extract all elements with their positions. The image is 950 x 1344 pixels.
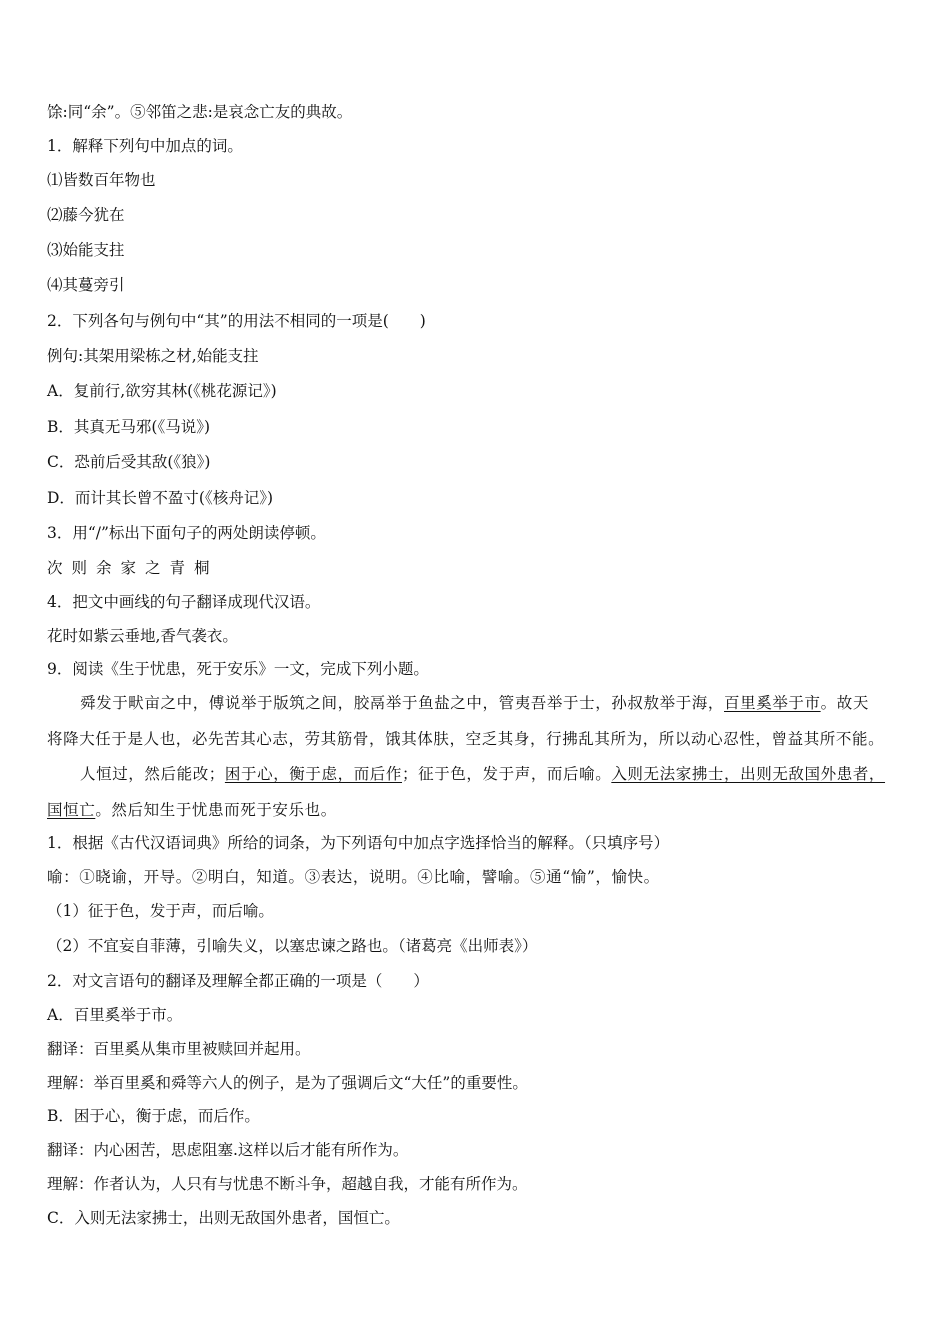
sub-option-b-understanding: 理解：作者认为，人只有与忧患不断斗争，超越自我，才能有所作为。 bbox=[47, 1175, 528, 1193]
sub-question-1-heading: 1．根据《古代汉语词典》所给的词条，为下列语句中加点字选择恰当的解释。（只填序号） bbox=[47, 834, 670, 852]
option-a: A．复前行,欲穷其林(《桃花源记》) bbox=[47, 382, 277, 400]
underlined-phrase: 百里奚举于市 bbox=[724, 694, 821, 712]
question-1-item-2: ⑵藤今犹在 bbox=[47, 206, 125, 224]
passage-paragraph-2-cont bbox=[47, 800, 337, 820]
question-9-heading: 9．阅读《生于忧患，死于安乐》一文，完成下列小题。 bbox=[47, 660, 429, 678]
dictionary-entry: 喻：①晓谕，开导。②明白，知道。③表达，说明。④比喻，譬喻。⑤通“愉”，愉快。 bbox=[47, 868, 660, 886]
passage-text: 舜发于畎亩之中，傅说举于版筑之间，胶鬲举于鱼盐之中，管夷吾举于士，孙叔敖举于海， bbox=[80, 694, 725, 712]
underlined-phrase: 国恒亡 bbox=[47, 801, 96, 819]
sub-option-b-translation: 翻译：内心困苦，思虑阻塞.这样以后才能有所作为。 bbox=[47, 1141, 409, 1159]
question-4-heading: 4．把文中画线的句子翻译成现代汉语。 bbox=[47, 593, 321, 611]
passage-text: ；征于色，发于声，而后喻。 bbox=[402, 765, 612, 783]
underlined-phrase: 入则无法家拂士，出则无敌国外患者， bbox=[611, 765, 886, 783]
passage-text: 。然后知生于忧患而死于安乐也。 bbox=[95, 801, 337, 819]
option-d: D．而计其长曾不盈寸(《核舟记》) bbox=[47, 489, 274, 507]
sub-option-a-translation: 翻译：百里奚从集市里被赎回并起用。 bbox=[47, 1040, 311, 1058]
question-1-item-3: ⑶始能支拄 bbox=[47, 241, 125, 259]
underlined-phrase: 困于心，衡于虑，而后作 bbox=[224, 765, 403, 783]
example-sentence: 例句:其架用梁栋之材,始能支拄 bbox=[47, 347, 259, 365]
question-3-heading: 3．用“/”标出下面句子的两处朗读停顿。 bbox=[47, 524, 326, 542]
question-1-item-4: ⑷其蔓旁引 bbox=[47, 276, 125, 294]
sub-question-2-heading: 2．对文言语句的翻译及理解全都正确的一项是（ ） bbox=[47, 972, 429, 990]
sub-option-c: C．入则无法家拂士，出则无敌国外患者，国恒亡。 bbox=[47, 1209, 400, 1227]
translate-sentence: 花时如紫云垂地,香气袭衣。 bbox=[47, 627, 238, 645]
passage-paragraph-1-cont: 将降大任于是人也，必先苦其心志，劳其筋骨，饿其体肤，空乏其身，行拂乱其所为，所以动心忍性，曾益其所不能。 bbox=[47, 730, 885, 748]
note-text: 馀:同“余”。⑤邻笛之悲:是哀念亡友的典故。 bbox=[47, 103, 353, 121]
passage-paragraph-2 bbox=[80, 764, 885, 784]
option-c: C．恐前后受其敌(《狼》) bbox=[47, 453, 211, 471]
question-1-heading: 1．解释下列句中加点的词。 bbox=[47, 137, 243, 155]
sub-option-a: A．百里奚举于市。 bbox=[47, 1006, 183, 1024]
pause-sentence: 次则余家之青桐 bbox=[47, 559, 219, 577]
sub-question-1-item-1: （1）征于色，发于声，而后喻。 bbox=[47, 902, 274, 920]
question-2-heading: 2．下列各句与例句中“其”的用法不相同的一项是( ) bbox=[47, 312, 426, 330]
sub-option-b: B．困于心，衡于虑，而后作。 bbox=[47, 1107, 260, 1125]
passage-paragraph-1 bbox=[80, 693, 869, 713]
sub-option-a-understanding: 理解：举百里奚和舜等六人的例子，是为了强调后文“大任”的重要性。 bbox=[47, 1074, 528, 1092]
option-b: B．其真无马邪(《马说》) bbox=[47, 418, 210, 436]
question-1-item-1: ⑴皆数百年物也 bbox=[47, 171, 156, 189]
sub-question-1-item-2: （2）不宜妄自菲薄，引喻失义，以塞忠谏之路也。（诸葛亮《出师表》） bbox=[47, 937, 538, 955]
passage-text: 人恒过，然后能改； bbox=[80, 765, 225, 783]
passage-text: 。故天 bbox=[820, 694, 869, 712]
